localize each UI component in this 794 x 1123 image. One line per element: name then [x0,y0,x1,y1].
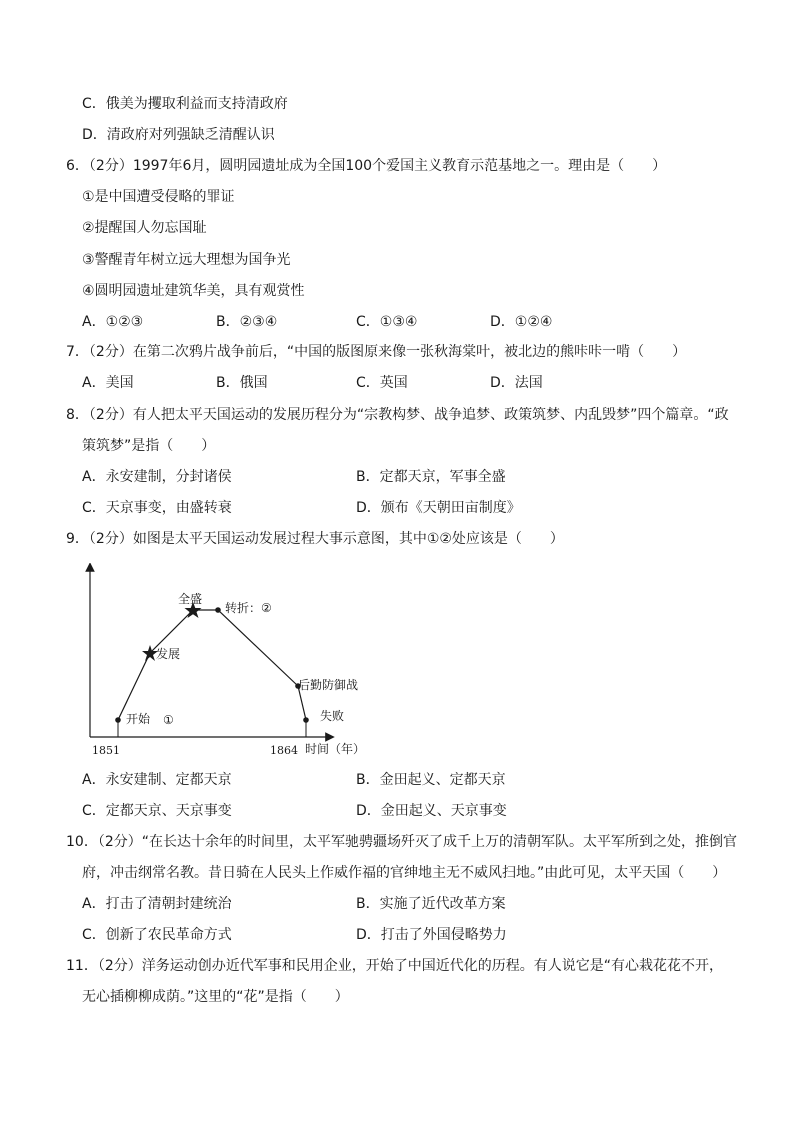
q11-stem-line1: 11．（2分）洋务运动创办近代军事和民用企业，开始了中国近代化的历程。有人说它是“有心栽花花不开， [66,958,723,974]
start-point [115,717,121,723]
turn-point [215,607,221,613]
q7-option-d: D．法国 [490,375,543,391]
q6-item-4: ④圆明园遗址建筑华美，具有观赏性 [82,283,305,299]
q6-item-2: ②提醒国人勿忘国耻 [82,220,207,236]
label-mark-1: ① [163,713,174,727]
q6-option-b: B．②③④ [216,314,278,330]
q11-stem-line2: 无心插柳柳成荫。”这里的“花”是指（ ） [82,989,349,1005]
q8-stem-line1: 8．（2分）有人把太平天国运动的发展历程分为“宗教构梦、战争追梦、政策筑梦、内乱毁梦”四个篇章。“政 [66,407,729,423]
label-develop: 发展 [156,647,181,661]
q9-option-a: A．永安建制、定都天京 [82,772,232,788]
q5-option-d: D．清政府对列强缺乏清醒认识 [82,127,275,143]
trend-line [118,610,306,720]
q9-figure [80,563,380,763]
q10-option-b: B．实施了近代改革方案 [356,896,506,912]
q8-stem-line2: 策筑梦”是指（ ） [82,438,216,454]
q9-option-d: D．金田起义、天京事变 [356,803,507,819]
q7-stem: 7．（2分）在第二次鸦片战争前后，“中国的版图原来像一张秋海棠叶，被北边的熊咔咔一啃（ ） [66,344,687,360]
label-start: 开始 [126,712,151,726]
q9-option-b: B．金田起义、定都天京 [356,772,506,788]
q8-option-a: A．永安建制，分封诸侯 [82,469,232,485]
label-year-end: 1864 [270,744,298,757]
q6-option-d: D．①②④ [490,314,553,330]
q8-option-b: B．定都天京，军事全盛 [356,469,506,485]
q9-option-c: C．定都天京、天京事变 [82,803,232,819]
q7-option-b: B．俄国 [216,375,268,391]
label-turn: 转折：② [225,601,272,615]
q8-option-c: C．天京事变，由盛转衰 [82,500,232,516]
q6-item-3: ③警醒青年树立远大理想为国争光 [82,252,291,268]
label-fail: 失败 [320,709,345,723]
q6-item-1: ①是中国遭受侵略的罪证 [82,189,235,205]
label-year-start: 1851 [92,744,120,757]
q5-option-c: C．俄美为攫取利益而支持清政府 [82,96,288,112]
q10-option-d: D．打击了外国侵略势力 [356,927,507,943]
label-x-axis: 时间（年） [305,742,366,756]
q10-option-a: A．打击了清朝封建统治 [82,896,232,912]
q8-option-d: D．颁布《天朝田亩制度》 [356,500,521,516]
q6-option-a: A．①②③ [82,314,144,330]
q10-stem-line2: 府，冲击纲常名教。昔日骑在人民头上作威作福的官绅地主无不威风扫地。”由此可见，太平天国（ ） [82,865,727,881]
label-defense: 后勤防御战 [298,678,359,692]
label-peak: 全盛 [178,592,203,606]
q9-stem: 9．（2分）如图是太平天国运动发展过程大事示意图，其中①②处应该是（ ） [66,531,564,547]
q7-option-c: C．英国 [356,375,408,391]
q10-stem-line1: 10．（2分）“在长达十余年的时间里，太平军驰骋疆场歼灭了成千上万的清朝军队。太平军所到之处，推倒官 [66,834,737,850]
fail-point [303,717,309,723]
q7-option-a: A．美国 [82,375,134,391]
q10-option-c: C．创新了农民革命方式 [82,927,232,943]
q6-option-c: C．①③④ [356,314,418,330]
q6-stem: 6．（2分）1997年6月，圆明园遗址成为全国100个爱国主义教育示范基地之一。理由是（ ） [66,158,667,174]
